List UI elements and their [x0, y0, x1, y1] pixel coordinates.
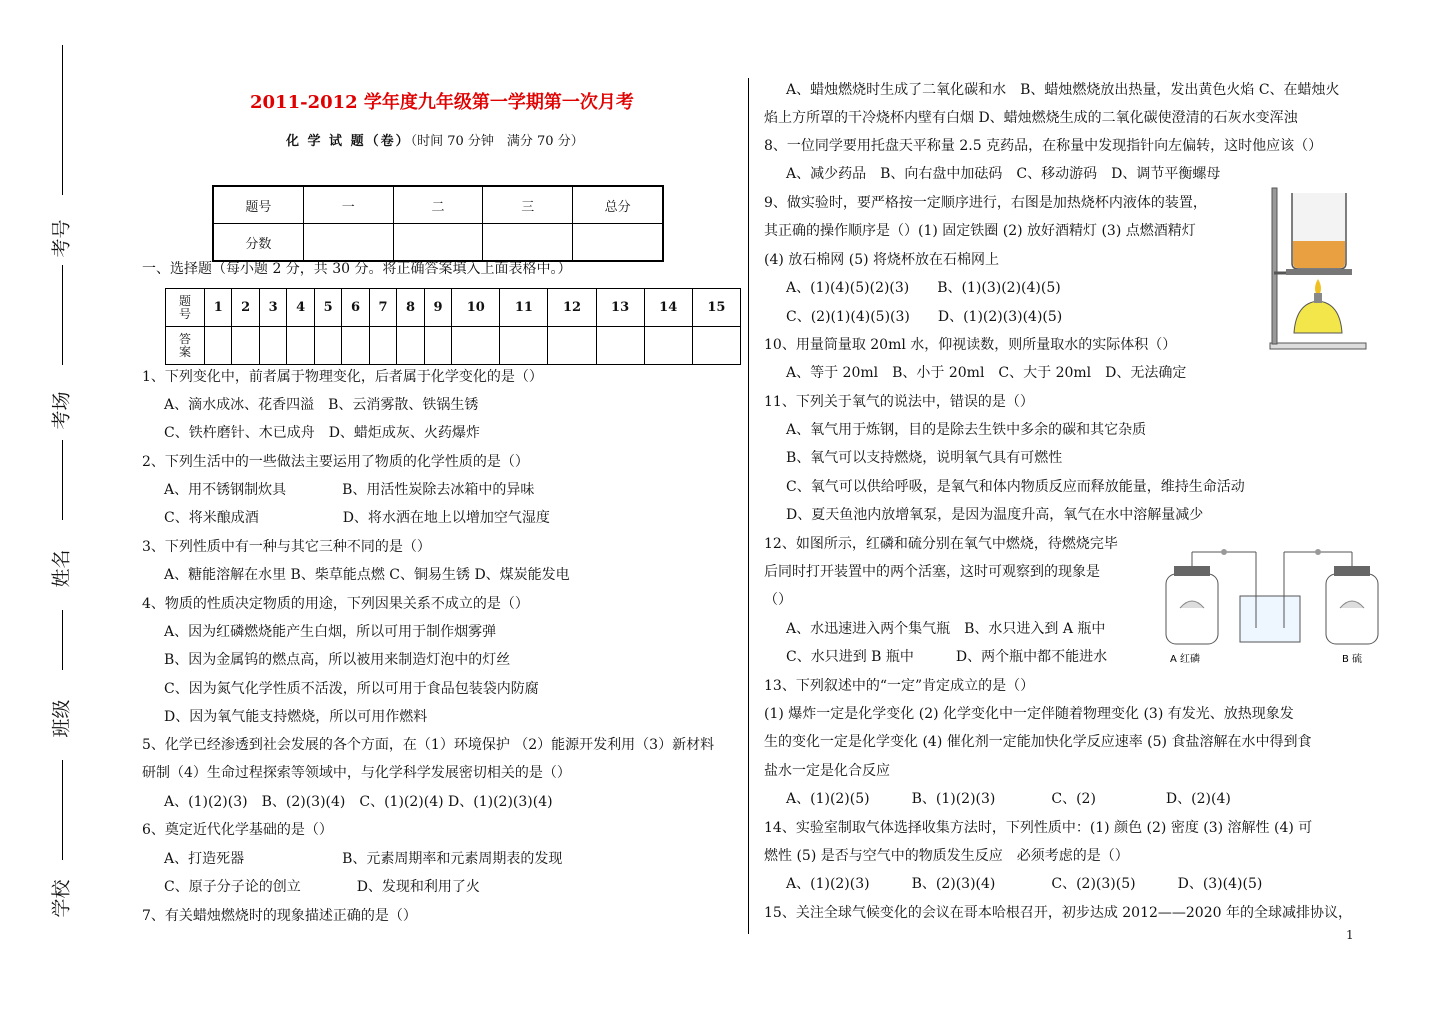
option-text: C、因为氮气化学性质不活泼，所以可用于食品包装袋内防腐 — [164, 681, 539, 697]
question-text: 15、关注全球气候变化的会议在哥本哈根召开，初步达成 2012——2020 年的全球减排协议， — [764, 905, 1352, 921]
option-text: D、因为氧气能支持燃烧，所以可用作燃料 — [164, 709, 428, 725]
option-text: A、(1)(2)(3) B、(2)(3)(4) C、(1)(2)(4) D、(1)(2)(3)(4) — [164, 794, 553, 810]
answer-cell[interactable] — [644, 327, 692, 365]
answer-row-label: 题 号 — [166, 289, 205, 327]
answer-cell[interactable] — [205, 327, 232, 365]
option-text: C、(2)(1)(4)(5)(3) D、(1)(2)(3)(4)(5) — [786, 309, 1063, 325]
answer-cell[interactable] — [548, 327, 596, 365]
phosphorus-sulfur-figure — [1160, 538, 1384, 668]
question-text: 12、如图所示，红磷和硫分别在氧气中燃烧，待燃烧完毕 — [764, 536, 1118, 552]
option-text: 焰上方所罩的干冷烧杯内壁有白烟 D、蜡烛燃烧生成的二氧化碳使澄清的石灰水变浑浊 — [764, 110, 1298, 126]
score-table — [212, 185, 664, 262]
column-divider — [748, 78, 749, 934]
question-text: 11、下列关于氧气的说法中，错误的是（） — [764, 394, 1034, 410]
score-header-cell: 三 — [483, 186, 573, 224]
binding-line — [62, 265, 63, 365]
option-text: A、用不锈钢制炊具 B、用活性炭除去冰箱中的异味 — [164, 482, 535, 498]
option-text: D、夏天鱼池内放增氧泵，是因为温度升高，氧气在水中溶解量减少 — [786, 507, 1204, 523]
side-label-exam-room: 考场 — [50, 391, 73, 430]
question-number: 14 — [644, 289, 692, 327]
subject-name: 化 学 试 题（卷） — [286, 134, 411, 149]
option-text: A、糖能溶解在水里 B、柴草能点燃 C、铜易生锈 D、煤炭能发电 — [164, 567, 570, 583]
option-text: A、(1)(4)(5)(2)(3) B、(1)(3)(2)(4)(5) — [786, 280, 1061, 296]
option-text: A、打造死器 B、元素周期率和元素周期表的发现 — [164, 851, 563, 867]
answer-row-label: 答 案 — [166, 327, 205, 365]
option-text: C、氧气可以供给呼吸，是氧气和体内物质反应而释放能量，维持生命活动 — [786, 479, 1245, 495]
question-text: 后同时打开装置中的两个活塞，这时可观察到的现象是 — [764, 564, 1100, 580]
score-header-cell: 一 — [303, 186, 393, 224]
binding-line — [62, 45, 63, 195]
question-number: 1 — [205, 289, 232, 327]
option-text: A、(1)(2)(3) B、(2)(3)(4) C、(2)(3)(5) D、(3)(4)(5) — [786, 876, 1263, 892]
question-text: 9、做实验时，要严格按一定顺序进行，右图是加热烧杯内液体的装置， — [764, 195, 1207, 211]
question-text: 1、下列变化中，前者属于物理变化，后者属于化学变化的是（） — [142, 369, 543, 385]
page-number: 1 — [1346, 928, 1354, 942]
question-text: 盐水一定是化合反应 — [764, 763, 890, 779]
score-row-label: 分数 — [213, 224, 303, 262]
option-text: A、因为红磷燃烧能产生白烟，所以可用于制作烟雾弹 — [164, 624, 497, 640]
binding-line — [62, 760, 63, 860]
question-text: 燃性 (5) 是否与空气中的物质发生反应 必须考虑的是（） — [764, 848, 1129, 864]
question-number: 6 — [342, 289, 369, 327]
answer-cell[interactable] — [259, 327, 286, 365]
binding-line — [62, 610, 63, 670]
option-text: C、铁杵磨针、木已成舟 D、蜡炬成灰、火药爆炸 — [164, 425, 480, 441]
score-header-cell: 总分 — [573, 186, 663, 224]
question-text: 其正确的操作顺序是（）(1) 固定铁圈 (2) 放好酒精灯 (3) 点燃酒精灯 — [764, 223, 1196, 239]
option-text: A、水迅速进入两个集气瓶 B、水只进入到 A 瓶中 — [786, 621, 1106, 637]
binding-line — [62, 440, 63, 520]
option-text: A、滴水成冰、花香四溢 B、云消雾散、铁锅生锈 — [164, 397, 479, 413]
page-title: 2011-2012 学年度九年级第一学期第一次月考 — [250, 92, 634, 113]
question-number: 11 — [500, 289, 548, 327]
question-number: 13 — [596, 289, 644, 327]
score-input-cell[interactable] — [573, 224, 663, 262]
exam-time-score: （时间 70 分钟 满分 70 分） — [410, 134, 584, 149]
question-text: 7、有关蜡烛燃烧时的现象描述正确的是（） — [142, 908, 417, 924]
question-text: 生的变化一定是化学变化 (4) 催化剂一定能加快化学反应速率 (5) 食盐溶解在水中得到食 — [764, 734, 1312, 750]
side-label-exam-number: 考号 — [50, 219, 73, 258]
question-number: 15 — [692, 289, 740, 327]
score-input-cell[interactable] — [303, 224, 393, 262]
answer-cell[interactable] — [232, 327, 259, 365]
answer-table — [165, 288, 741, 365]
score-input-cell[interactable] — [483, 224, 573, 262]
question-number: 8 — [397, 289, 424, 327]
question-text: (4) 放石棉网 (5) 将烧杯放在石棉网上 — [764, 252, 1000, 268]
question-text: （） — [764, 592, 792, 608]
question-number: 9 — [424, 289, 451, 327]
question-text: 4、物质的性质决定物质的用途，下列因果关系不成立的是（） — [142, 596, 529, 612]
score-header-cell: 二 — [393, 186, 483, 224]
question-number: 10 — [452, 289, 500, 327]
score-input-cell[interactable] — [393, 224, 483, 262]
answer-cell[interactable] — [397, 327, 424, 365]
option-text: A、等于 20ml B、小于 20ml C、大于 20ml D、无法确定 — [786, 365, 1187, 381]
option-text: A、减少药品 B、向右盘中加砝码 C、移动游码 D、调节平衡螺母 — [786, 166, 1221, 182]
figure-label-b: B 硫 — [1342, 654, 1363, 665]
question-number: 12 — [548, 289, 596, 327]
question-text: 5、化学已经渗透到社会发展的各个方面，在（1）环境保护 （2）能源开发利用（3）新材料 — [142, 737, 715, 753]
option-text: A、(1)(2)(5) B、(1)(2)(3) C、(2) D、(2)(4) — [786, 791, 1231, 807]
option-text: C、原子分子论的创立 D、发现和利用了火 — [164, 879, 480, 895]
answer-cell[interactable] — [596, 327, 644, 365]
option-text: A、蜡烛燃烧时生成了二氧化碳和水 B、蜡烛燃烧放出热量，发出黄色火焰 C、在蜡烛火 — [786, 82, 1340, 98]
answer-cell[interactable] — [342, 327, 369, 365]
question-number: 3 — [259, 289, 286, 327]
side-label-school: 学校 — [50, 879, 73, 918]
option-text: C、将米酿成酒 D、将水洒在地上以增加空气湿度 — [164, 510, 550, 526]
question-text: 8、一位同学要用托盘天平称量 2.5 克药品，在称量中发现指针向左偏转，这时他应该（） — [764, 138, 1323, 154]
question-text: 14、实验室制取气体选择收集方法时，下列性质中：(1) 颜色 (2) 密度 (3) 溶解性 (4) 可 — [764, 820, 1313, 836]
question-number: 5 — [314, 289, 341, 327]
answer-cell[interactable] — [500, 327, 548, 365]
side-label-name: 姓名 — [50, 549, 73, 588]
answer-cell[interactable] — [369, 327, 396, 365]
answer-cell[interactable] — [287, 327, 314, 365]
option-text: A、氧气用于炼钢，目的是除去生铁中多余的碳和其它杂质 — [786, 422, 1147, 438]
question-number: 4 — [287, 289, 314, 327]
score-header-cell: 题号 — [213, 186, 303, 224]
option-text: B、因为金属钨的燃点高，所以被用来制造灯泡中的灯丝 — [164, 652, 511, 668]
option-text: C、水只进到 B 瓶中 D、两个瓶中都不能进水 — [786, 649, 1108, 665]
answer-cell[interactable] — [314, 327, 341, 365]
question-text: 10、用量筒量取 20ml 水，仰视读数，则所量取水的实际体积（） — [764, 337, 1177, 353]
question-text: 2、下列生活中的一些做法主要运用了物质的化学性质的是（） — [142, 454, 529, 470]
heating-apparatus-figure — [1262, 183, 1372, 353]
question-text: 13、下列叙述中的“一定”肯定成立的是（） — [764, 678, 1035, 694]
answer-cell[interactable] — [452, 327, 500, 365]
question-number: 7 — [369, 289, 396, 327]
question-text: (1) 爆炸一定是化学变化 (2) 化学变化中一定伴随着物理变化 (3) 有发光、放热现象发 — [764, 706, 1294, 722]
answer-cell[interactable] — [692, 327, 740, 365]
answer-cell[interactable] — [424, 327, 451, 365]
question-text: 研制（4）生命过程探索等领域中，与化学科学发展密切相关的是（） — [142, 765, 571, 781]
option-text: B、氧气可以支持燃烧，说明氧气具有可燃性 — [786, 450, 1063, 466]
side-label-class: 班级 — [50, 699, 73, 738]
section-one-heading: 一、选择题（每小题 2 分，共 30 分。将正确答案填入上面表格中。） — [142, 261, 572, 277]
question-text: 6、奠定近代化学基础的是（） — [142, 822, 333, 838]
question-text: 3、下列性质中有一种与其它三种不同的是（） — [142, 539, 431, 555]
figure-label-a: A 红磷 — [1170, 654, 1201, 665]
page-subtitle — [286, 130, 584, 149]
question-number: 2 — [232, 289, 259, 327]
